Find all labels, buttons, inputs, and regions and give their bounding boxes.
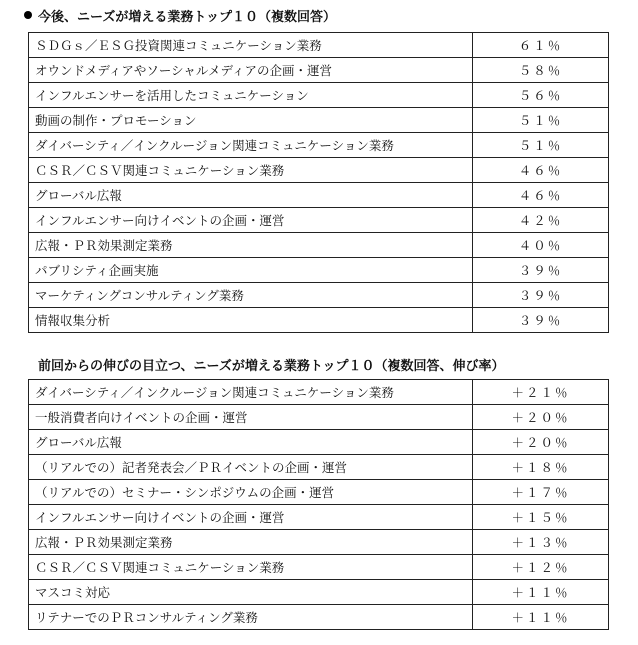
table-row xyxy=(29,480,609,505)
percentage-value: ５６％ xyxy=(473,83,609,108)
table-row xyxy=(29,283,609,308)
table-row xyxy=(29,108,609,133)
business-label: 情報収集分析 xyxy=(29,308,473,333)
business-label: マスコミ対応 xyxy=(29,580,473,605)
percentage-value: ＋１１％ xyxy=(473,605,609,630)
business-label: 広報・ＰＲ効果測定業務 xyxy=(29,530,473,555)
table-row xyxy=(29,580,609,605)
table-row xyxy=(29,183,609,208)
table-row xyxy=(29,33,609,58)
table-row xyxy=(29,405,609,430)
percentage-value: ３９％ xyxy=(473,283,609,308)
percentage-value: ＋１８％ xyxy=(473,455,609,480)
table-row xyxy=(29,133,609,158)
percentage-value: ＋１７％ xyxy=(473,480,609,505)
business-label: インフルエンサー向けイベントの企画・運営 xyxy=(29,208,473,233)
business-label: 広報・ＰＲ効果測定業務 xyxy=(29,233,473,258)
percentage-value: ＋２１％ xyxy=(473,380,609,405)
business-label: インフルエンサー向けイベントの企画・運営 xyxy=(29,505,473,530)
percentage-value: ＋１２％ xyxy=(473,555,609,580)
business-label: ＣＳＲ／ＣＳＶ関連コミュニケーション業務 xyxy=(29,555,473,580)
table-row xyxy=(29,258,609,283)
business-label: （リアルでの）セミナー・シンポジウムの企画・運営 xyxy=(29,480,473,505)
percentage-value: ＋２０％ xyxy=(473,430,609,455)
business-label: マーケティングコンサルティング業務 xyxy=(29,283,473,308)
percentage-value: ５１％ xyxy=(473,108,609,133)
business-label: ダイバーシティ／インクルージョン関連コミュニケーション業務 xyxy=(29,133,473,158)
section1-title: 今後、ニーズが増える業務トップ１０（複数回答） xyxy=(38,10,336,25)
table-row xyxy=(29,505,609,530)
business-label: ダイバーシティ／インクルージョン関連コミュニケーション業務 xyxy=(29,380,473,405)
percentage-value: ＋１５％ xyxy=(473,505,609,530)
percentage-value: ４６％ xyxy=(473,158,609,183)
table-row xyxy=(29,455,609,480)
percentage-value: ＋１３％ xyxy=(473,530,609,555)
percentage-value: ５１％ xyxy=(473,133,609,158)
table-row xyxy=(29,158,609,183)
percentage-value: ４２％ xyxy=(473,208,609,233)
business-label: インフルエンサーを活用したコミュニケーション xyxy=(29,83,473,108)
table-row xyxy=(29,208,609,233)
table-row xyxy=(29,605,609,630)
table-row xyxy=(29,308,609,333)
table-row xyxy=(29,530,609,555)
percentage-value: ３９％ xyxy=(473,258,609,283)
business-label: オウンドメディアやソーシャルメディアの企画・運営 xyxy=(29,58,473,83)
percentage-value: ５８％ xyxy=(473,58,609,83)
business-label: ＣＳＲ／ＣＳＶ関連コミュニケーション業務 xyxy=(29,158,473,183)
business-label: パブリシティ企画実施 xyxy=(29,258,473,283)
business-label: グローバル広報 xyxy=(29,183,473,208)
percentage-value: ＋１１％ xyxy=(473,580,609,605)
table-row xyxy=(29,233,609,258)
table-row xyxy=(29,83,609,108)
business-label: 一般消費者向けイベントの企画・運営 xyxy=(29,405,473,430)
section2-title: 前回からの伸びの目立つ、ニーズが増える業務トップ１０（複数回答、伸び率） xyxy=(38,359,505,374)
percentage-value: ３９％ xyxy=(473,308,609,333)
business-label: （リアルでの）記者発表会／ＰＲイベントの企画・運営 xyxy=(29,455,473,480)
business-label: 動画の制作・プロモーション xyxy=(29,108,473,133)
percentage-value: ６１％ xyxy=(473,33,609,58)
percentage-value: ＋２０％ xyxy=(473,405,609,430)
percentage-value: ４６％ xyxy=(473,183,609,208)
percentage-value: ４０％ xyxy=(473,233,609,258)
business-label: リテナーでのＰＲコンサルティング業務 xyxy=(29,605,473,630)
growth-table xyxy=(28,379,609,630)
table-row xyxy=(29,380,609,405)
business-label: グローバル広報 xyxy=(29,430,473,455)
table-row xyxy=(29,58,609,83)
needs-table xyxy=(28,32,609,333)
bullet-icon xyxy=(24,11,32,19)
table-row xyxy=(29,555,609,580)
business-label: ＳＤＧｓ／ＥＳＧ投資関連コミュニケーション業務 xyxy=(29,33,473,58)
table-row xyxy=(29,430,609,455)
